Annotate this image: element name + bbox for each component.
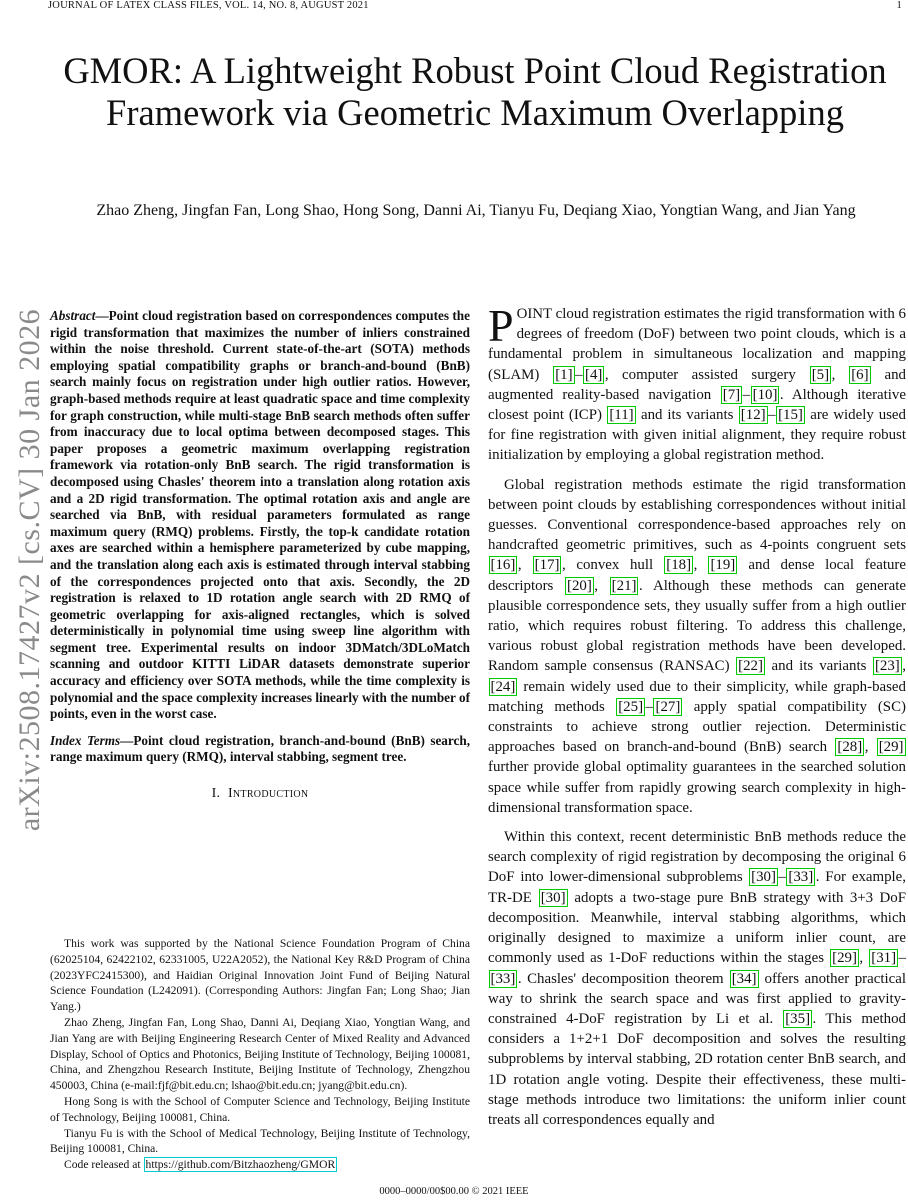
paragraph-text: – xyxy=(742,386,751,403)
left-column xyxy=(50,308,470,802)
citation-link[interactable]: [34] xyxy=(731,970,757,987)
citation-link[interactable]: [6] xyxy=(851,366,869,383)
paragraph-text: and its variants xyxy=(636,407,739,424)
intro-paragraph-1 xyxy=(488,300,906,466)
citation-link[interactable]: [4] xyxy=(585,366,603,383)
paragraph-text: and augmented reality-based navigation xyxy=(488,366,906,403)
paragraph-text: , xyxy=(517,557,533,574)
citation-link[interactable]: [7] xyxy=(722,386,741,403)
intro-paragraph-3 xyxy=(488,827,906,1130)
citation-link[interactable]: [19] xyxy=(710,557,736,574)
paragraph-text: , xyxy=(864,739,877,756)
paragraph-text: , xyxy=(594,577,610,594)
citation-link[interactable]: [30] xyxy=(751,869,776,886)
citation-link[interactable]: [22] xyxy=(738,658,763,675)
footnote-affiliation-song: Hong Song is with the School of Computer Science and Technology, Beijing Institute of Technology, Beijing 100081, China. xyxy=(50,1094,470,1124)
section-heading xyxy=(50,786,470,802)
paragraph-text: OINT cloud registration estimates the rigid transformation with 6 degrees of freedom (DoF) between two point clouds, which is a fundamental problem in simultaneous localization and mapping (SLAM) xyxy=(488,306,906,383)
code-prefix: Code released at xyxy=(64,1158,144,1172)
paragraph-text: – xyxy=(768,407,776,424)
paragraph-text: offers another practical way to shrink the search space and was first applied to gravity-constrained 4-DoF registration by Li et al. xyxy=(488,970,906,1027)
running-header xyxy=(48,0,902,14)
paragraph-text: Global registration methods estimate the rigid transformation between point clouds by establishing correspondences without initial guesses. Conventional correspondence-based approaches rely on handcrafted geometric primitives, such as 4-points congruent sets xyxy=(488,476,906,554)
section-title: Introduction xyxy=(227,786,309,802)
drop-cap: P xyxy=(488,300,514,351)
paragraph-text: – xyxy=(575,366,583,383)
paragraph-text: , convex hull xyxy=(561,557,664,574)
paragraph-text: , xyxy=(693,557,708,574)
paragraph-text: remain widely used due to their simplicity, while graph-based matching methods xyxy=(488,678,906,715)
citation-link[interactable]: [21] xyxy=(611,577,637,594)
paragraph-text: – xyxy=(778,869,786,886)
section-number: I. xyxy=(211,786,221,802)
index-terms-text: —Point cloud registration, branch-and-bound (BnB) search, range maximum query (RMQ), interval stabbing, segment tree. xyxy=(50,732,470,765)
code-url-link[interactable]: https://github.com/Bitzhaozheng/GMOR xyxy=(145,1158,336,1172)
intro-paragraph-2 xyxy=(488,475,906,818)
citation-link[interactable]: [12] xyxy=(740,407,766,424)
citation-link[interactable]: [33] xyxy=(490,970,516,987)
paper-title: GMOR: A Lightweight Robust Point Cloud Registration Framework via Geometric Maximum Overlapping xyxy=(63,50,887,133)
page-number: 1 xyxy=(896,0,902,11)
journal-header: JOURNAL OF LATEX CLASS FILES, VOL. 14, NO. 8, AUGUST 2021 xyxy=(48,0,369,11)
citation-link[interactable]: [20] xyxy=(566,577,592,594)
paragraph-text: further provide global optimality guarantees in the searched solution space while suffer from rapidly growing search complexity in high-dimensional transformation space. xyxy=(488,759,906,816)
footnote-code xyxy=(50,1157,470,1173)
citation-link[interactable]: [27] xyxy=(655,698,681,715)
paragraph-text: . This method considers a 1+2+1 DoF decomposition and solves the resulting subproblems by interval stabbing, 2D rotation center BnB search, and 1D rotation angle voting. Despite their effectiveness, these multi-stage methods introduce two limitations: the uniform inlier count treats all correspondences equally and xyxy=(488,1010,906,1128)
citation-link[interactable]: [33] xyxy=(788,869,814,886)
abstract-label: Abstract xyxy=(50,308,96,323)
citation-link[interactable]: [30] xyxy=(540,889,566,906)
author-list: Zhao Zheng, Jingfan Fan, Long Shao, Hong Song, Danni Ai, Tianyu Fu, Deqiang Xiao, Yongtian Wang, and Jian Yang xyxy=(96,202,856,219)
paragraph-text: apply spatial compatibility (SC) constraints to achieve strong outlier rejection. Deterministic approaches based on branch-and-bound (BnB) search xyxy=(488,698,906,756)
paragraph-text: . For example, TR-DE xyxy=(488,869,907,906)
index-terms xyxy=(50,733,470,766)
paragraph-text: , xyxy=(831,366,849,383)
citation-link[interactable]: [10] xyxy=(752,386,778,403)
citation-link[interactable]: [29] xyxy=(878,739,904,756)
footnote-affiliation: Zhao Zheng, Jingfan Fan, Long Shao, Danni Ai, Deqiang Xiao, Yongtian Wang, and Jian Yang are with Beijing Engineering Research Center of Mixed Reality and Advanced Display, School of Optics and Photonics, Beijing Institute of Technology, Beijing 100081, China, and Zhengzhou Research Institute, Beijing Institute of Technology, Zhengzhou 450003, China (e-mail:fjf@bit.edu.cn; lshao@bit.edu.cn; jyang@bit.edu.cn). xyxy=(50,1015,470,1093)
abstract xyxy=(50,308,470,723)
paragraph-text: – xyxy=(898,950,906,967)
index-terms-label: Index Terms xyxy=(50,732,121,748)
footnotes xyxy=(50,936,470,1173)
paragraph-text: . Although these methods can generate plausible correspondence sets, they usually suffer from a high outlier ratio, which requires robust filtering. To address this challenge, various robust global registration methods have been developed. Random sample consensus (RANSAC) xyxy=(488,577,906,675)
paragraph-text: are widely used for fine registration with given initial alignment, they require robust initialization by employing a global registration method. xyxy=(488,407,906,464)
citation-link[interactable]: [24] xyxy=(490,678,516,695)
citation-link[interactable]: [17] xyxy=(534,557,560,574)
paragraph-text: Within this context, recent deterministic BnB methods reduce the search complexity of rigid registration by decomposing the original 6 DoF into lower-dimensional subproblems xyxy=(488,829,906,886)
paragraph-text: , xyxy=(902,658,906,675)
citation-link[interactable]: [29] xyxy=(832,950,857,967)
paragraph-text: , computer assisted surgery xyxy=(604,366,810,383)
paragraph-text: . Although iterative closest point (ICP) xyxy=(488,386,906,424)
copyright-footer: 0000–0000/00$00.00 © 2021 IEEE xyxy=(379,1186,529,1197)
citation-link[interactable]: [35] xyxy=(785,1010,811,1027)
paragraph-text: adopts a two-stage pure BnB strategy with 3+3 DoF decomposition. Meanwhile, interval stabbing algorithms, which originally designed to maximize a uniform inlier count, are commonly used as 1-DoF reductions within the stages xyxy=(488,889,906,967)
citation-link[interactable]: [28] xyxy=(837,739,863,756)
citation-link[interactable]: [31] xyxy=(871,950,897,967)
citation-link[interactable]: [15] xyxy=(778,407,803,424)
citation-link[interactable]: [25] xyxy=(618,698,644,715)
paragraph-text: and dense local feature descriptors xyxy=(488,557,906,594)
citation-link[interactable]: [5] xyxy=(811,366,830,383)
citation-link[interactable]: [16] xyxy=(490,557,516,574)
citation-link[interactable]: [11] xyxy=(609,407,634,424)
footnote-affiliation-fu: Tianyu Fu is with the School of Medical Technology, Beijing Institute of Technology, Beijing 100081, China. xyxy=(50,1126,470,1156)
citation-link[interactable]: [23] xyxy=(874,658,900,675)
right-column xyxy=(488,300,907,1139)
intro-paragraph-1-text xyxy=(488,300,906,464)
paragraph-text: . Chasles' decomposition theorem xyxy=(517,970,730,987)
footnote-funding: This work was supported by the National Science Foundation Program of China (62025104, 62422102, 62331005, U22A2052), the National Key R&D Program of China (2023YFC2415300), and Haidian Original Innovation Joint Fund of Beijing Natural Science Foundation (L242091). (Corresponding Authors: Jingfan Fan; Long Shao; Jian Yang.) xyxy=(50,937,470,1014)
abstract-text: —Point cloud registration based on correspondences computes the rigid transformation that maximizes the number of inliers constrained within the noise threshold. Current state-of-the-art (SOTA) methods employing spatial compatibility graphs or branch-and-bound (BnB) search mainly focus on registration under high outlier ratios. However, graph-based methods require at least quadratic space and time complexity for graph construction, while multi-stage BnB search methods often suffer from inaccuracy due to local optima between decomposed stages. This paper proposes a geometric maximum overlapping registration framework via rotation-only BnB search. The rigid transformation is decomposed using Chasles' theorem into a translation along rotation axis and a 2D rigid transformation. The optimal rotation axis and angle are searched via BnB, with residual parameters formulated as range maximum query (RMQ) problems. Firstly, the top-k candidate rotation axes are searched within a hemisphere parameterized by cube mapping, and the translation along each axis is estimated through interval stabbing of the correspondences projected onto that axis. Secondly, the 2D registration is relaxed to 1D rotation angle search with 2D RMQ of geometric overlapping for axis-aligned rectangles, which is solved deterministically in polynomial time using sweep line algorithm with segment tree. Experimental results on indoor 3DMatch/3DLoMatch scanning and outdoor KITTI LiDAR datasets demonstrate superior accuracy and efficiency over SOTA methods, while the time complexity is polynomial and the space complexity increases linearly with the number of points, even in the worst case. xyxy=(50,308,470,722)
paragraph-text: and its variants xyxy=(765,658,873,675)
citation-link[interactable]: [1] xyxy=(555,366,573,383)
paragraph-text: – xyxy=(645,698,653,715)
citation-link[interactable]: [18] xyxy=(666,557,692,574)
paragraph-text: , xyxy=(859,950,869,967)
arxiv-identifier[interactable]: arXiv:2508.17427v2 [cs.CV] 30 Jan 2026 xyxy=(13,308,46,832)
